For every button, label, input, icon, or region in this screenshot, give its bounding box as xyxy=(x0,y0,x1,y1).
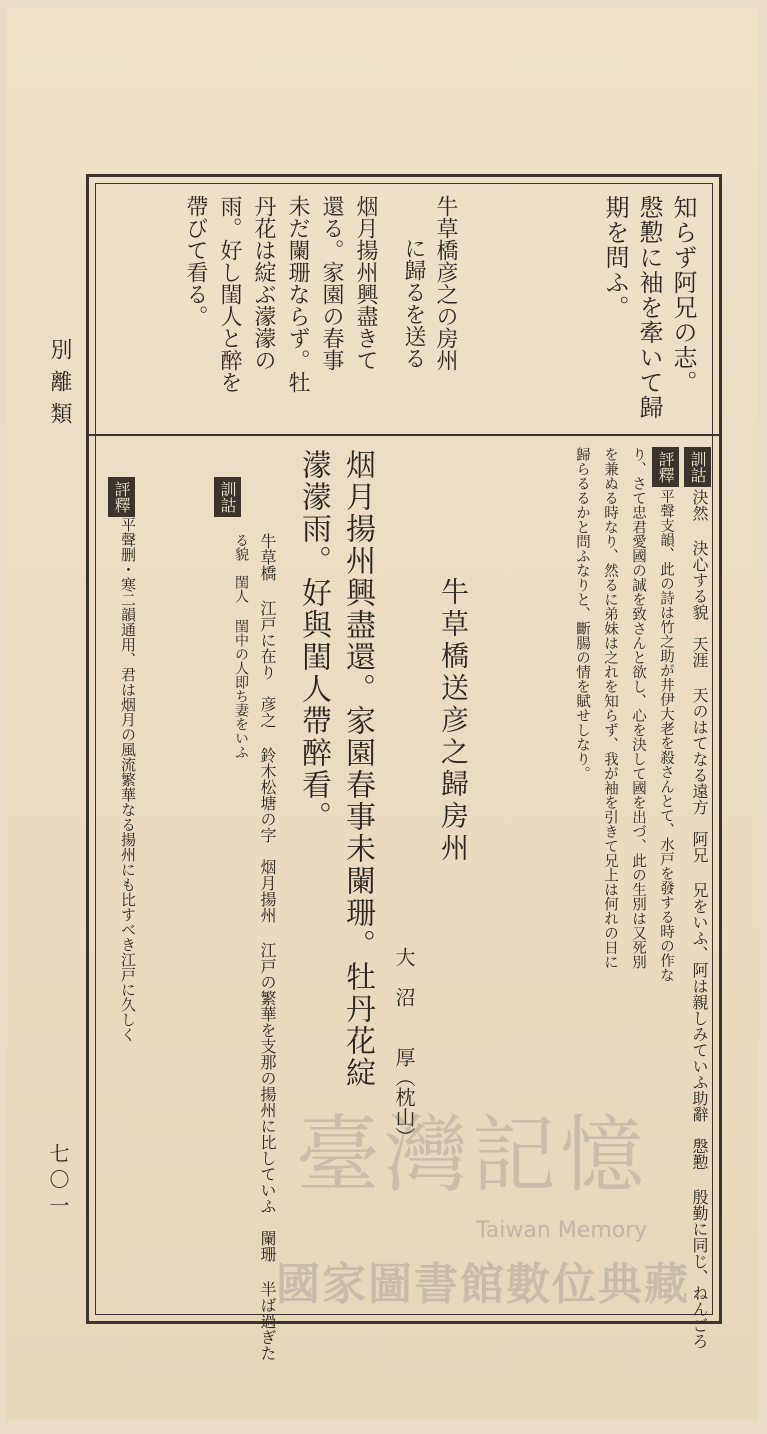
top-line-5: 還る。家園の春事 xyxy=(319,195,344,371)
top-line-6: 未だ闌珊ならず。牡 xyxy=(285,195,310,393)
poem-line-1: 烟月揚州興盡還。家園春事未闌珊。牡丹花綻 xyxy=(340,449,375,1089)
book-page xyxy=(6,8,758,1420)
top-line-7: 丹花は綻ぶ濛濛の xyxy=(251,195,276,371)
hyoshaku-1a: 平聲支韻、此の詩は竹之助が井伊大老を殺さんとて、水戸を發する時の作な xyxy=(658,489,674,982)
poem-author: 大 沼 厚（枕山） xyxy=(392,947,416,1147)
kungo-block-2 xyxy=(214,477,241,523)
poem-title: 牛草橋送彦之歸房州 xyxy=(437,577,470,865)
hyoshaku-1b: り、さて忠君愛國の誠を致さんと欲し、心を決して國を出づ、此の生別は又死別 xyxy=(630,447,646,969)
hyoshaku-text-2: 平聲删・寒二韻通用、君は烟月の風流繁華なる揚州にも比すべき江戸に久しく xyxy=(119,517,137,1042)
kungo-text-2b: る貌 閨人 閨中の人即ち妻をいふ xyxy=(233,533,249,759)
hyoshaku-label-1: 評釋 xyxy=(652,447,679,487)
kungo-label-2: 訓詁 xyxy=(214,477,241,517)
top-line-3: 期を問ふ。 xyxy=(601,195,629,320)
top-line-1: 知らず阿兄の志。 xyxy=(669,195,697,395)
top-title-1: 牛草橋彦之の房州 xyxy=(433,195,458,371)
kungo-text-1: 決然 決心する貌 天涯 天のはてなる遠方 阿兄 兄をいふ、阿は親しみていふ助辭 慇懃 殷勤に同じ、ねんごろ xyxy=(690,489,709,1349)
watermark-text: 國家圖書館數位典藏 xyxy=(276,1259,690,1310)
kungo-block-1 xyxy=(684,447,711,493)
poem-line-2: 濛濛雨。好與閨人帶醉看。 xyxy=(296,449,331,833)
hyoshaku-1c: を兼ぬる時なり、然るに弟妹は之れを知らず、我が袖を引きて兄上は何れの日に xyxy=(602,447,618,969)
page-number: 七〇一 xyxy=(46,1143,70,1221)
top-line-8: 雨。好し閨人と醉を xyxy=(217,195,242,393)
hyoshaku-label-2: 評釋 xyxy=(108,477,135,517)
top-title-2: に歸るを送る xyxy=(401,237,426,369)
section-divider xyxy=(89,434,719,436)
watermark-latin: Taiwan Memory xyxy=(476,1218,648,1243)
top-line-4: 烟月揚州興盡きて xyxy=(353,195,378,371)
kungo-text-2: 牛草橋 江戸に在り 彦之 鈴木松塘の字 烟月揚州 江戸の繁華を支那の揚州に比していふ 闌珊 半ば過ぎた xyxy=(258,533,277,1361)
hyoshaku-block-1 xyxy=(652,447,679,493)
top-line-9: 帶びて看る。 xyxy=(183,195,208,327)
hyoshaku-1d: 歸らるるかと問ふなりと、斷腸の情を賦せしなり。 xyxy=(574,447,590,781)
top-line-2: 慇懃に袖を牽いて歸 xyxy=(635,195,663,420)
kungo-label-1: 訓詁 xyxy=(684,447,711,487)
category-label: 別離類 xyxy=(47,338,72,434)
watermark-logo: 臺灣記憶 xyxy=(296,1106,649,1204)
